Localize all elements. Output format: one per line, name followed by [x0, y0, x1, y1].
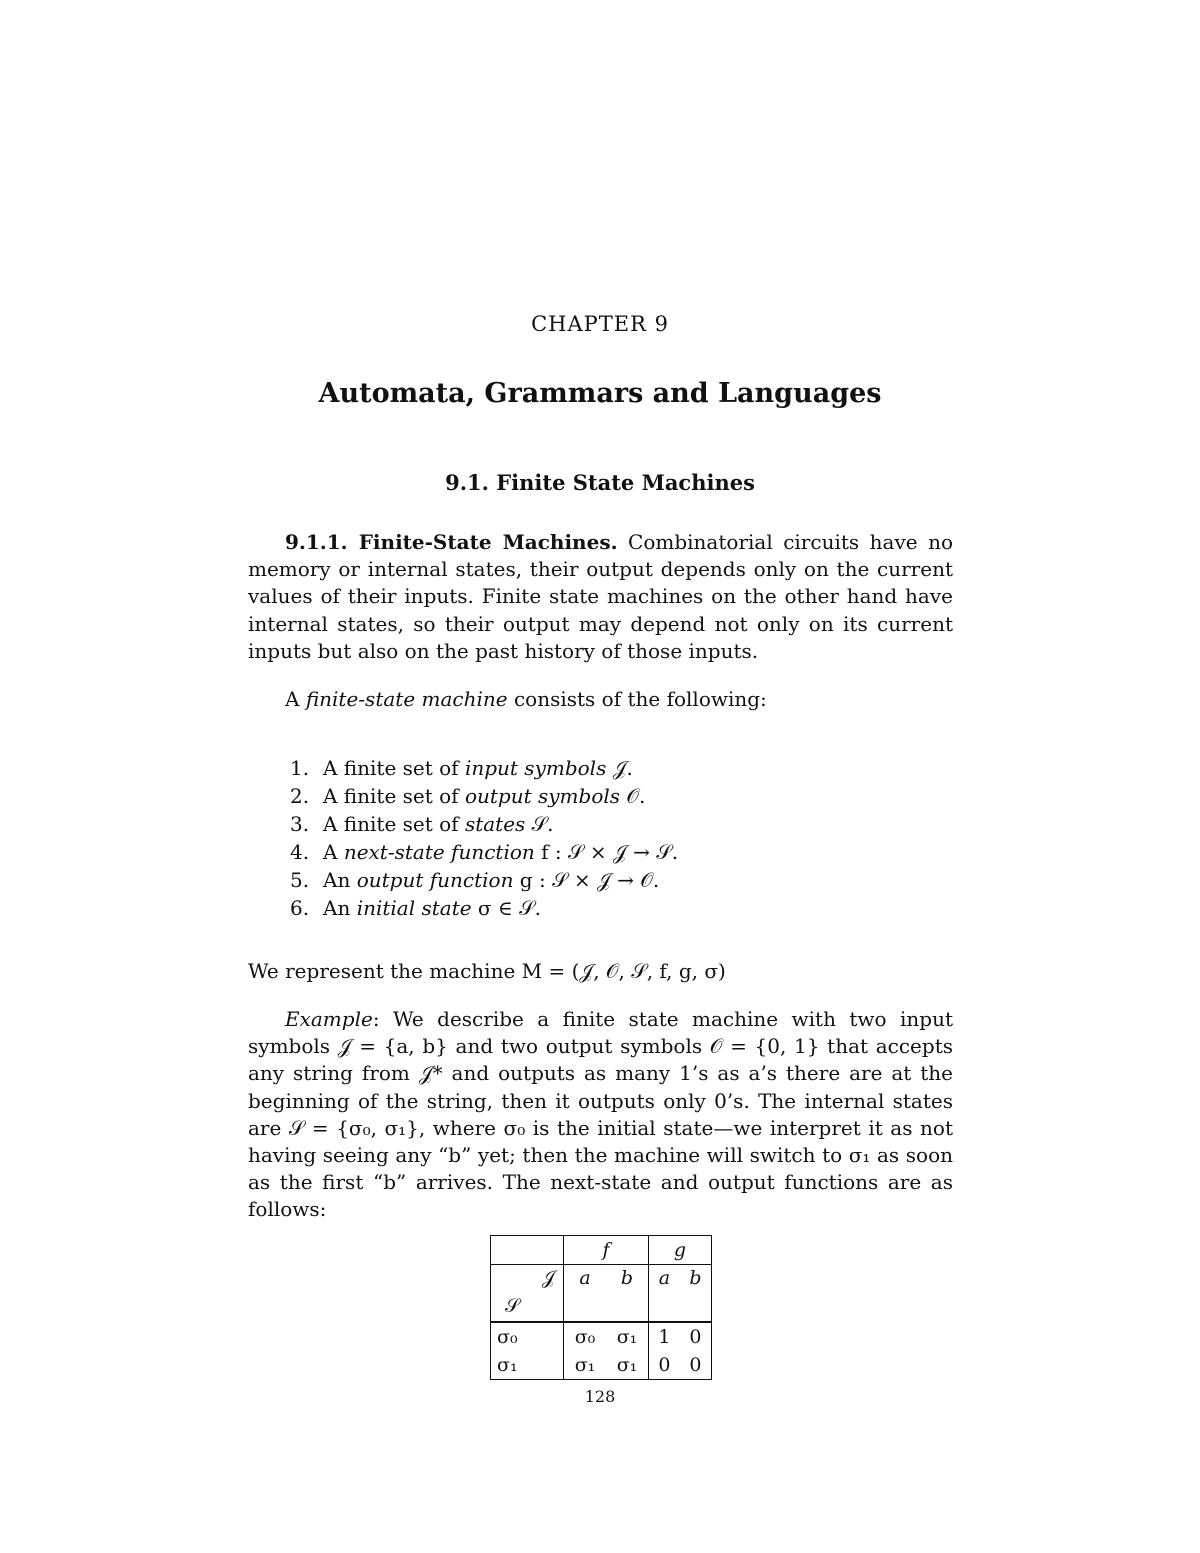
list-post: σ ∈ 𝒮.	[471, 896, 541, 920]
list-post: g : 𝒮 × 𝒥 → 𝒪.	[513, 868, 660, 892]
list-number: 6.	[290, 896, 310, 920]
table-row	[491, 1351, 712, 1380]
subsection-heading: 9.1.1. Finite-State Machines.	[285, 530, 618, 554]
list-item	[290, 782, 678, 810]
list-pre: A finite set of	[323, 784, 465, 808]
section-heading: 9.1. Finite State Machines	[445, 470, 755, 495]
g-a-cell: 0	[649, 1351, 680, 1380]
list-pre: A finite set of	[323, 812, 465, 836]
g-b-cell: 0	[680, 1351, 712, 1380]
intro-term: finite-state machine	[305, 687, 508, 711]
chapter-title: Automata, Grammars and Languages	[318, 378, 882, 409]
table-row	[491, 1322, 712, 1351]
f-a-cell: σ₁	[564, 1351, 607, 1380]
list-number: 2.	[290, 784, 310, 808]
input-axis-label: 𝒥	[541, 1267, 555, 1289]
list-number: 3.	[290, 812, 310, 836]
intro-pre: A	[285, 687, 306, 711]
list-number: 5.	[290, 868, 310, 892]
state-cell: σ₀	[491, 1322, 564, 1351]
list-pre: An	[323, 868, 357, 892]
col-header: a	[564, 1265, 607, 1323]
intro-post: consists of the following:	[507, 687, 767, 711]
g-b-cell: 0	[680, 1322, 712, 1351]
example-text: : We describe a finite state machine with two input symbols 𝒥 = {a, b} and two output symbols 𝒪 = {0, 1} that accepts any string from 𝒥* and outputs as many 1’s as a’s there are at the beginning of the string, then it outputs only 0’s. The internal states are 𝒮 = {σ₀, σ₁}, where σ₀ is the initial state—we interpret it as not having seeing any “b” yet; then the machine will switch to σ₁ as soon as the first “b” arrives. The next-state and output functions are as follows:	[248, 1007, 953, 1222]
intro-paragraph	[248, 529, 953, 665]
list-term: initial state	[356, 896, 472, 920]
list-term: next-state function	[343, 840, 535, 864]
col-header: a	[649, 1265, 680, 1323]
list-item	[290, 838, 678, 866]
state-cell: σ₁	[491, 1351, 564, 1380]
list-post: 𝒪.	[620, 784, 646, 808]
list-number: 4.	[290, 840, 310, 864]
list-post: f : 𝒮 × 𝒥 → 𝒮.	[534, 840, 679, 864]
chapter-heading: CHAPTER 9	[531, 312, 669, 336]
list-term: output function	[356, 868, 514, 892]
g-a-cell: 1	[649, 1322, 680, 1351]
f-header: f	[564, 1236, 649, 1265]
axis-label-cell	[491, 1265, 564, 1323]
table-corner	[491, 1236, 564, 1265]
f-b-cell: σ₁	[606, 1351, 649, 1380]
list-item	[290, 810, 678, 838]
col-header: b	[606, 1265, 649, 1323]
list-item	[290, 754, 678, 782]
list-item	[290, 866, 678, 894]
page-number: 128	[584, 1387, 616, 1406]
definition-intro	[285, 686, 945, 713]
list-item	[290, 894, 678, 922]
g-header: g	[649, 1236, 712, 1265]
list-pre: A finite set of	[323, 756, 465, 780]
list-post: 𝒮.	[525, 812, 554, 836]
col-header: b	[680, 1265, 712, 1323]
list-number: 1.	[290, 756, 310, 780]
list-pre: An	[323, 896, 357, 920]
definition-list	[290, 754, 678, 922]
state-table	[490, 1235, 712, 1380]
f-a-cell: σ₀	[564, 1322, 607, 1351]
machine-representation: We represent the machine M = (𝒥, 𝒪, 𝒮, f, g, σ)	[248, 959, 726, 983]
example-paragraph	[248, 1006, 953, 1224]
state-axis-label: 𝒮	[505, 1295, 520, 1317]
paragraph-body: Combinatorial circuits have no memory or internal states, their output depends only on the current values of their inputs. Finite state machines on the other hand have internal states, so their output may depend not only on its current inputs but also on the past history of those inputs.	[248, 530, 953, 663]
list-term: output symbols	[464, 784, 621, 808]
list-term: input symbols	[464, 756, 607, 780]
list-term: states	[464, 812, 526, 836]
list-pre: A	[323, 840, 344, 864]
example-label: Example	[285, 1007, 373, 1031]
list-post: 𝒥.	[606, 756, 633, 780]
f-b-cell: σ₁	[606, 1322, 649, 1351]
